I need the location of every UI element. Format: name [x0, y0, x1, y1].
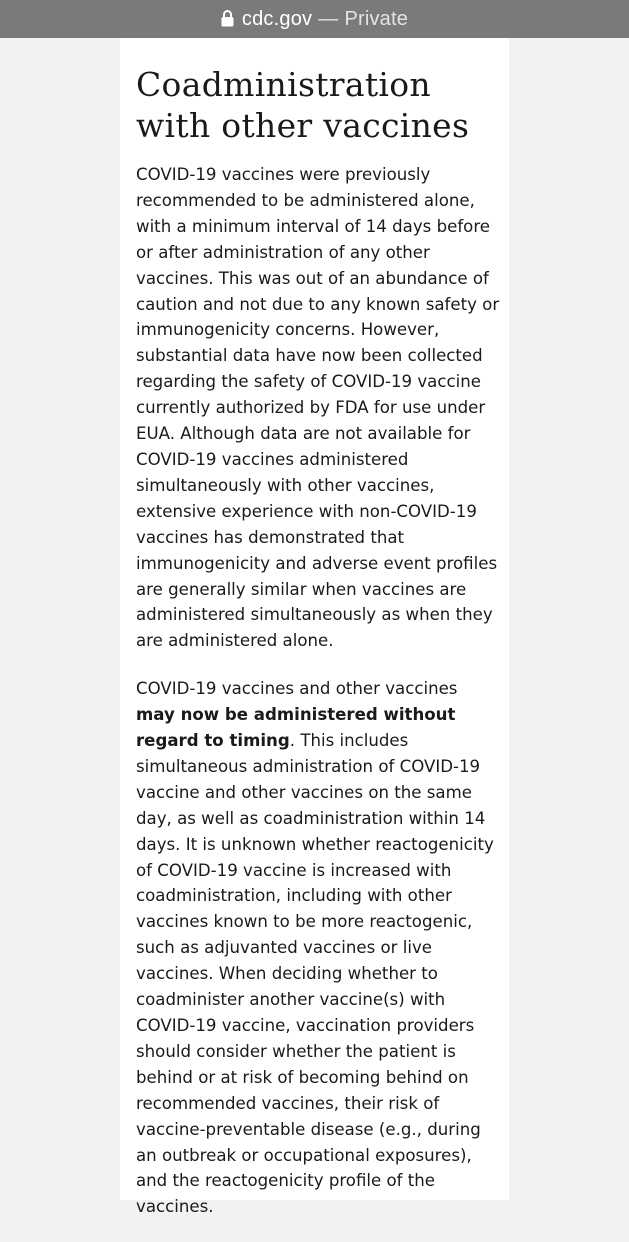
- private-mode-label: Private: [344, 7, 409, 30]
- address-domain: cdc.gov: [241, 7, 313, 30]
- paragraph-2-lead: COVID-19 vaccines and other vaccines: [136, 679, 458, 699]
- paragraph-2-rest: . This includes simultaneous administration of COVID-19 vaccine and other vaccines on the same day, as well as coadministration within 14 days. It is unknown whether reactogenicity of COVID-19 vaccine is increased with coadministration, including with other vaccines known to be more reactogenic, such as adjuvanted vaccines or live vaccines. When deciding whether to coadminister another vaccine(s) with COVID-19 vaccine, vaccination providers should consider whether the patient is behind or at risk of becoming behind on recommended vaccines, their risk of vaccine-preventable disease (e.g., during an outbreak or occupational exposures), and the reactogenicity profile of the vaccines.: [136, 731, 494, 1217]
- lock-icon: [221, 10, 234, 27]
- address-separator: —: [318, 7, 339, 30]
- paragraph-2-emphasis: may now be administered without regard to timing: [136, 705, 456, 751]
- article-paragraph-1: COVID-19 vaccines were previously recommended to be administered alone, with a minimum interval of 14 days before or after administration of any other vaccines. This was out of an abundance of caution and not due to any known safety or immunogenicity concerns. However, substantial data have now been collected regarding the safety of COVID-19 vaccine currently authorized by FDA for use under EUA. Although data are not available for COVID-19 vaccines administered simultaneously with other vaccines, extensive experience with non-COVID-19 vaccines has demonstrated that immunogenicity and adverse event profiles are generally similar when vaccines are administered simultaneously as when they are administered alone.: [136, 165, 500, 651]
- article-paragraph-2: [136, 676, 501, 1220]
- article-heading: Coadministration with other vaccines: [136, 65, 470, 145]
- article-content: [136, 64, 501, 1242]
- article-page: [120, 38, 509, 1217]
- browser-address-bar[interactable]: [0, 0, 629, 38]
